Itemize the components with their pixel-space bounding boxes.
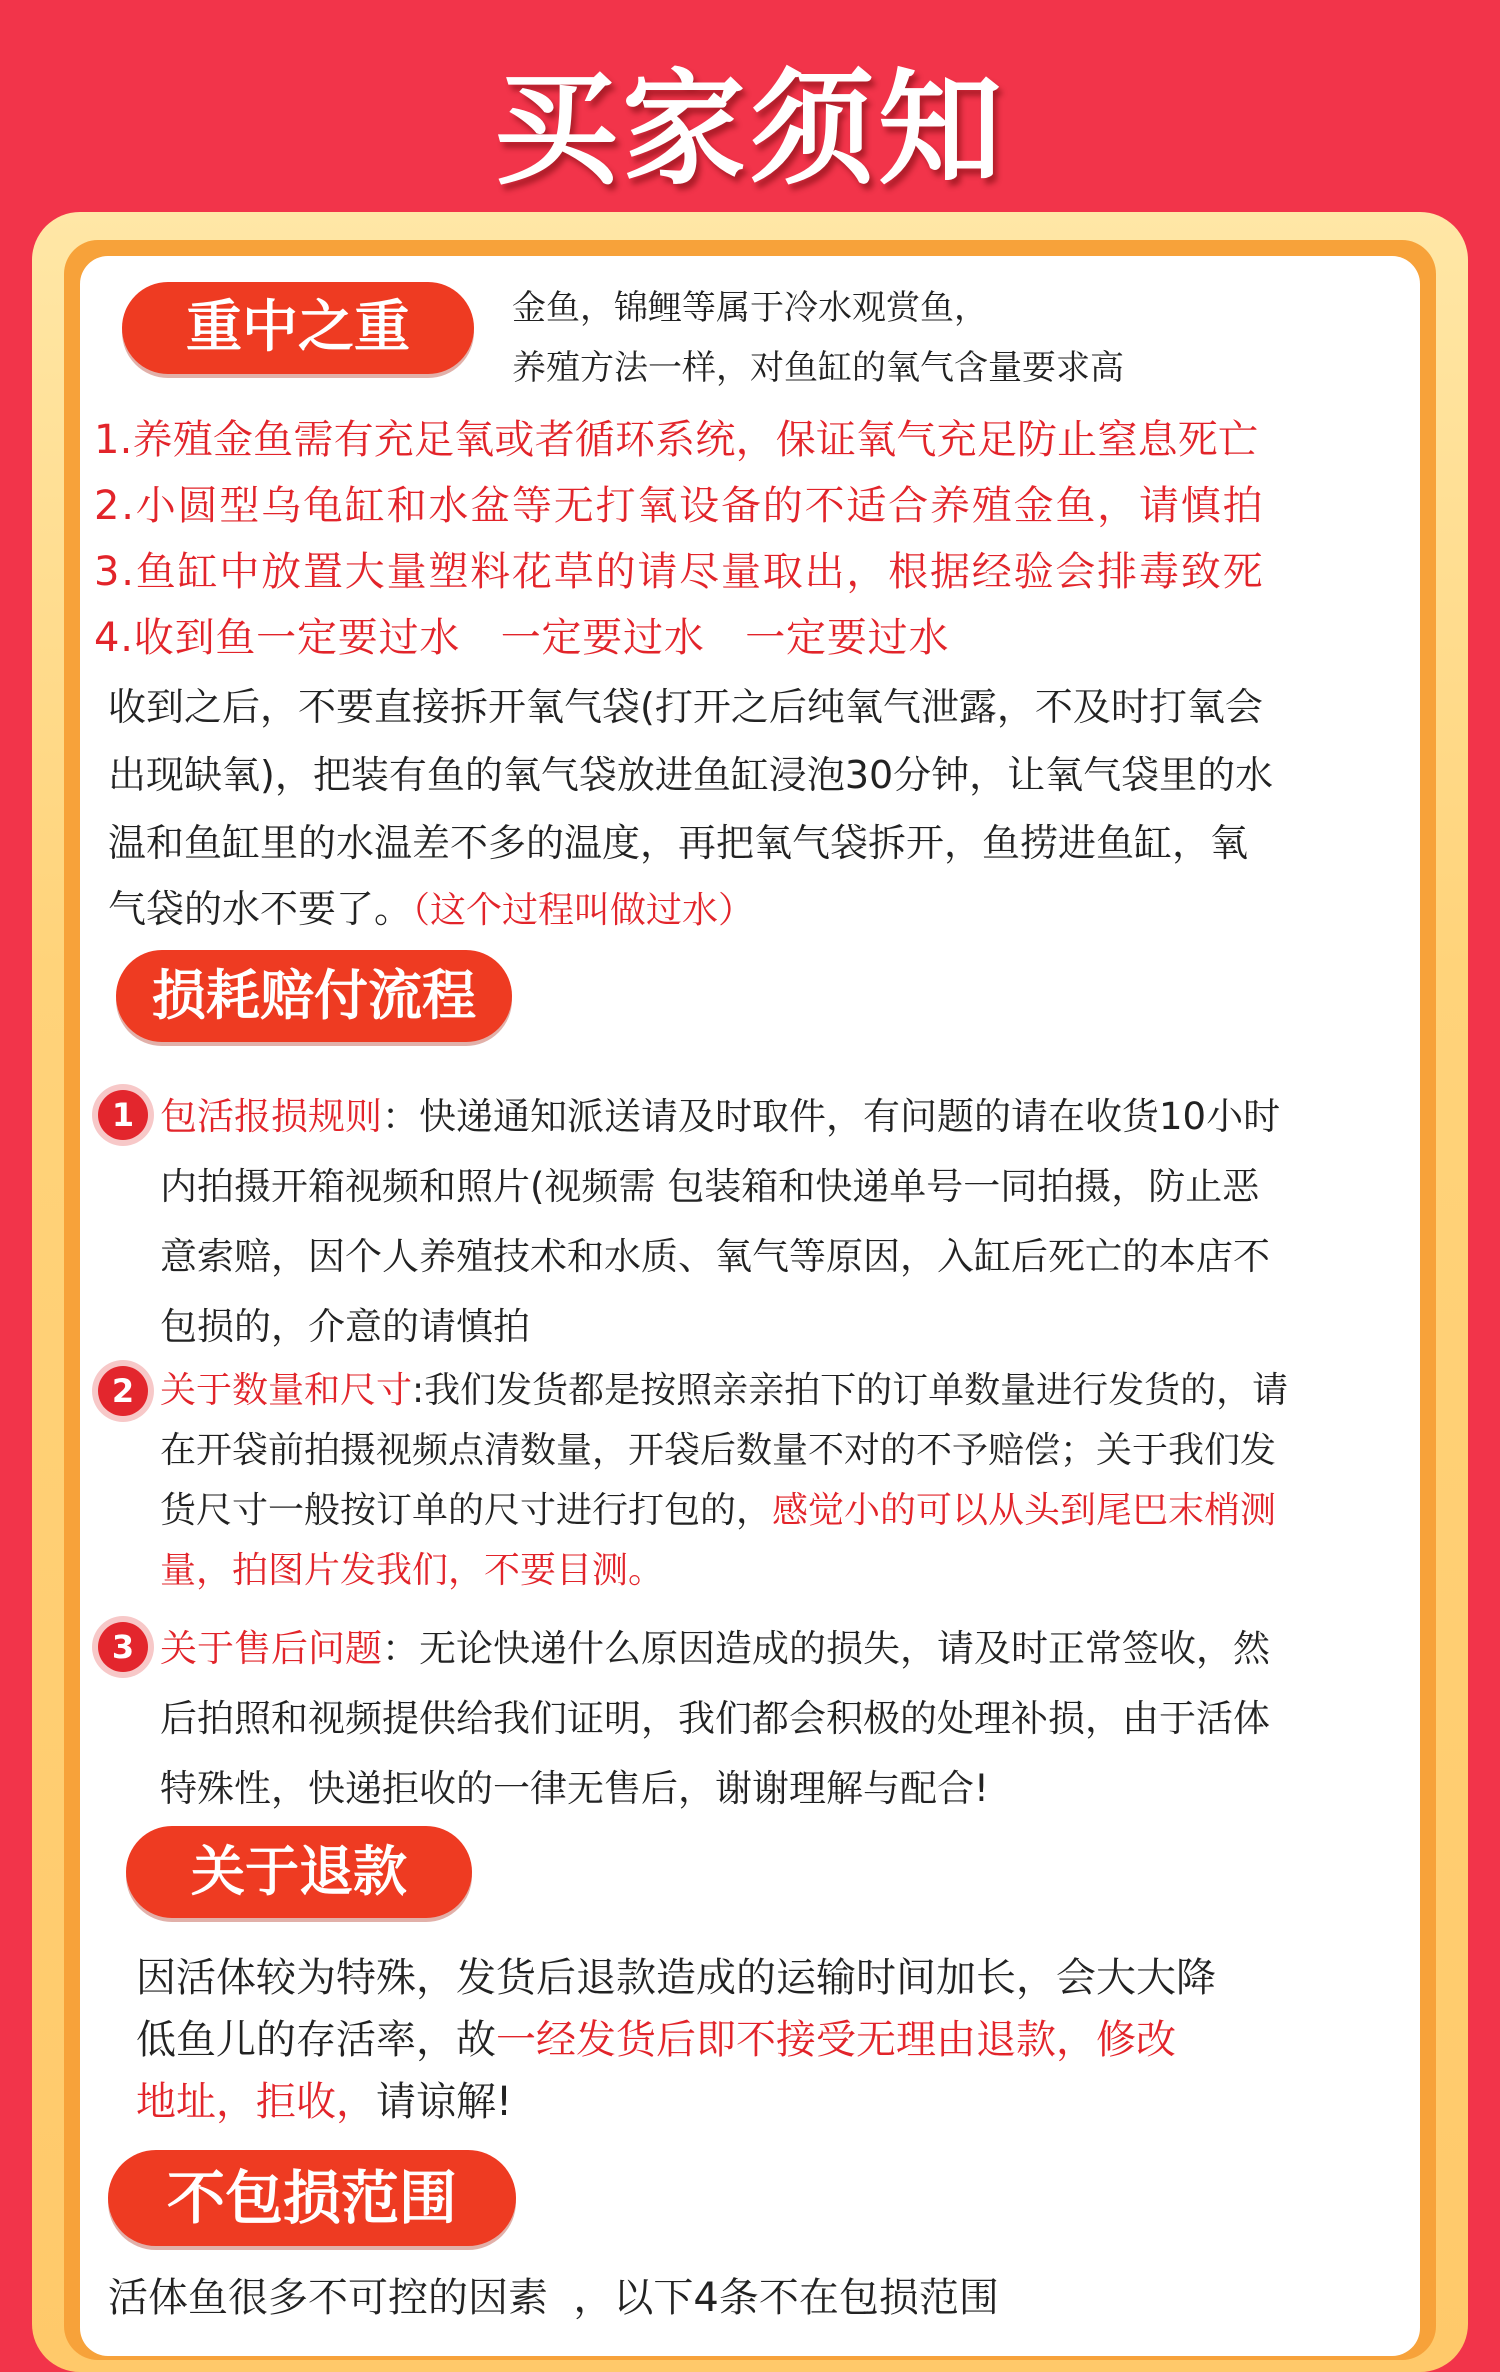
refund-text-2: 低鱼儿的存活率，故 [136,2017,496,2063]
quantity-head: 关于数量和尺寸 [160,1370,413,1411]
quantity-text-3-red: 感觉小的可以从头到尾巴末梢测 [772,1490,1277,1531]
aftersale-text-1: ：无论快递什么原因造成的损失，请及时正常签收，然 [382,1627,1270,1670]
section-pill-compensation-label: 损耗赔付流程 [152,964,476,1027]
aftersale-head: 关于售后问题 [160,1627,382,1670]
claim-rule-head: 包活报损规则 [160,1095,382,1138]
quantity-line-4: 量，拍图片发我们，不要目测。 [160,1550,665,1591]
step-number-2: 2 [98,1366,148,1416]
quantity-line-2: 在开袋前拍摄视频点清数量，开袋后数量不对的不予赔偿；关于我们发 [160,1430,1277,1471]
quantity-line-3 [160,1482,1276,1533]
intro-line-2: 养殖方法一样，对鱼缸的氧气含量要求高 [512,348,1124,388]
section-pill-refund-label: 关于退款 [191,1840,407,1903]
section-pill-compensation [116,950,512,1042]
claim-rule-line-4: 包损的，介意的请慎拍 [160,1305,530,1348]
refund-line-2 [136,2008,1176,2065]
page-title: 买家须知 [493,58,1006,202]
rule-3: 3.鱼缸中放置大量塑料花草的请尽量取出，根据经验会排毒致死 [94,549,1265,595]
aftersale-line-3: 特殊性，快递拒收的一律无售后，谢谢理解与配合! [160,1767,989,1810]
aftersale-line-2: 后拍照和视频提供给我们证明，我们都会积极的处理补损，由于活体 [160,1697,1270,1740]
refund-text-3: 请谅解! [376,2079,513,2125]
section-pill-excluded-label: 不包损范围 [166,2164,457,2232]
claim-rule-text-1: ：快递通知派送请及时取件，有问题的请在收货10小时 [382,1095,1281,1138]
refund-line-3 [136,2070,512,2127]
quantity-line-1 [160,1362,1288,1413]
step-number-3: 3 [98,1622,148,1672]
excluded-line-1: 活体鱼很多不可控的因素 ，以下4条不在包损范围 [108,2275,999,2321]
passwater-para-end: 气袋的水不要了。 [108,887,413,931]
section-pill-excluded [108,2150,516,2246]
section-pill-important [122,282,474,374]
quantity-text-1: :我们发货都是按照亲亲拍下的订单数量进行发货的，请 [412,1370,1289,1411]
refund-text-3-red: 地址，拒收， [136,2079,376,2125]
section-pill-important-label: 重中之重 [186,295,410,360]
refund-text-2-red: 一经发货后即不接受无理由退款，修改 [496,2017,1176,2063]
claim-rule-line-2: 内拍摄开箱视频和照片(视频需 包装箱和快递单号一同拍摄，防止恶 [160,1165,1260,1208]
passwater-para-line-3: 温和鱼缸里的水温差不多的温度，再把氧气袋拆开，鱼捞进鱼缸，氧 [108,821,1249,865]
passwater-para-line-2: 出现缺氧)，把装有鱼的氧气袋放进鱼缸浸泡30分钟，让氧气袋里的水 [108,753,1274,797]
rule-2: 2.小圆型乌龟缸和水盆等无打氧设备的不适合养殖金鱼，请慎拍 [94,483,1265,529]
quantity-text-3: 货尺寸一般按订单的尺寸进行打包的， [160,1490,773,1531]
rule-1: 1.养殖金鱼需有充足氧或者循环系统，保证氧气充足防止窒息死亡 [94,417,1259,463]
section-pill-refund [126,1826,472,1918]
passwater-para-line-4 [108,878,754,933]
aftersale-line-1 [160,1618,1270,1672]
claim-rule-line-1 [160,1086,1280,1140]
step-number-1: 1 [98,1090,148,1140]
passwater-para-line-1: 收到之后，不要直接拆开氧气袋(打开之后纯氧气泄露，不及时打氧会 [108,685,1263,729]
passwater-note: （这个过程叫做过水） [412,890,755,931]
intro-line-1: 金鱼，锦鲤等属于冷水观赏鱼， [512,288,988,328]
refund-line-1: 因活体较为特殊，发货后退款造成的运输时间加长，会大大降 [136,1955,1216,2001]
rule-4: 4.收到鱼一定要过水 一定要过水 一定要过水 [94,615,950,661]
claim-rule-line-3: 意索赔，因个人养殖技术和水质、氧气等原因，入缸后死亡的本店不 [160,1235,1270,1278]
